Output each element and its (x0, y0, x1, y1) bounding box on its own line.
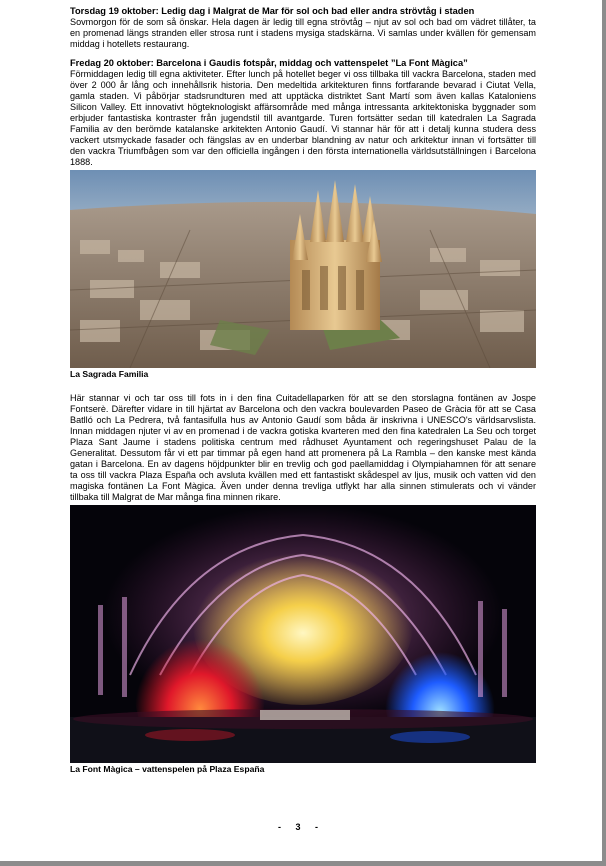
photo-font-magica (70, 505, 536, 763)
page-number: - 3 - (277, 822, 324, 832)
section-heading-friday: Fredag 20 oktober: Barcelona i Gaudis fotspår, middag och vattenspelet ”La Font Màgica” (70, 58, 468, 68)
section-body-friday: Förmiddagen ledig till egna aktiviteter. Efter lunch på hotellet beger vi oss tillbaka till vackra Barcelona, staden med över 2 000 år lång och innehållsrik historia. Den medeltida arkitekturen finns fortfarande bevarad i Ciutat Vella, gamla staden. Vi påbörjar stadsrundturen med att upptäcka distriktet Sant Martí som även kallas Kataloniens Silicon Valley. Ett innovativt högteknologiskt affärsområde med många intressanta arkitektoniska byggnader som erbjuder fantastiska kontraster från jugendstil till avantgarde. Turen fortsätter sedan till katedralen La Sagrada Familia av den berömde katalanske arkitekten Antonio Gaudí. Vi stannar här för att i detalj kunna studera dess vackert utsmyckade fasader och fängslas av en underbar blandning av natur och arkitektur innan vi fortsätter till den vackra Triumfbågen som var den officiella ingången i den första internationella världsutställningen i Barcelona 1888. (70, 69, 536, 167)
page-shadow-right (602, 0, 606, 862)
sagrada-familia-image (70, 170, 536, 368)
section-heading-thursday: Torsdag 19 oktober: Ledig dag i Malgrat de Mar för sol och bad eller andra strövtåg i staden (70, 6, 475, 16)
page-content (70, 6, 536, 775)
photo-sagrada-familia (70, 170, 536, 368)
page-shadow-bottom (0, 861, 606, 866)
section-body-thursday: Sovmorgon för de som så önskar. Hela dagen är ledig till egna strövtåg – njut av sol och bad om vädret tillåter, ta en promenad längs stranden eller strosa runt i stadens mysiga stadskärna. Vi samlas under kvällen för gemensam middag i hotellets restaurang. (70, 17, 536, 49)
section-friday (70, 58, 536, 168)
paragraph-barcelona-tour: Här stannar vi och tar oss till fots in i den fina Cuitadellaparken för att se den storslagna fontänen av Jospe Fontserè. Därefter vidare in till hjärtat av Barcelona och den vackra boulevarden Paseo de Gràcia för att se Casa Batlló och La Pedrera, två fantasifulla hus av Antonio Gaudí som båda är inskrivna i UNESCO's världsarvslista. Innan middagen njuter vi av en promenad i de vackra gotiska kvarteren med den fina katedralen La Seu och torget Plaza Sant Jaume i stadens politiska centrum med rådhuset Ayuntament och regeringshuset Palau de la Generalitat. Dessutom får vi ett par timmar på egen hand att promenera på La Rambla – den kanske mest kända gatan i Barcelona. En av dagens höjdpunkter blir en trevlig och god paellamiddag i Olympiahamnen för att senare ta oss till vackra Plaza España och avsluta kvällen med ett fantastiskt skådespel av ljus, musik och vatten vid den magiska fontänen La Font Màgica. Även under denna trevliga utflykt har alla sinnen stimulerats och vi vänder tillbaka till Malgrat de Mar många fina minnen rikare. (70, 393, 536, 502)
font-magica-image (70, 505, 536, 763)
section-thursday (70, 6, 536, 50)
caption-font-magica: La Font Màgica – vattenspelen på Plaza España (70, 764, 265, 774)
caption-sagrada-familia: La Sagrada Familia (70, 369, 149, 379)
